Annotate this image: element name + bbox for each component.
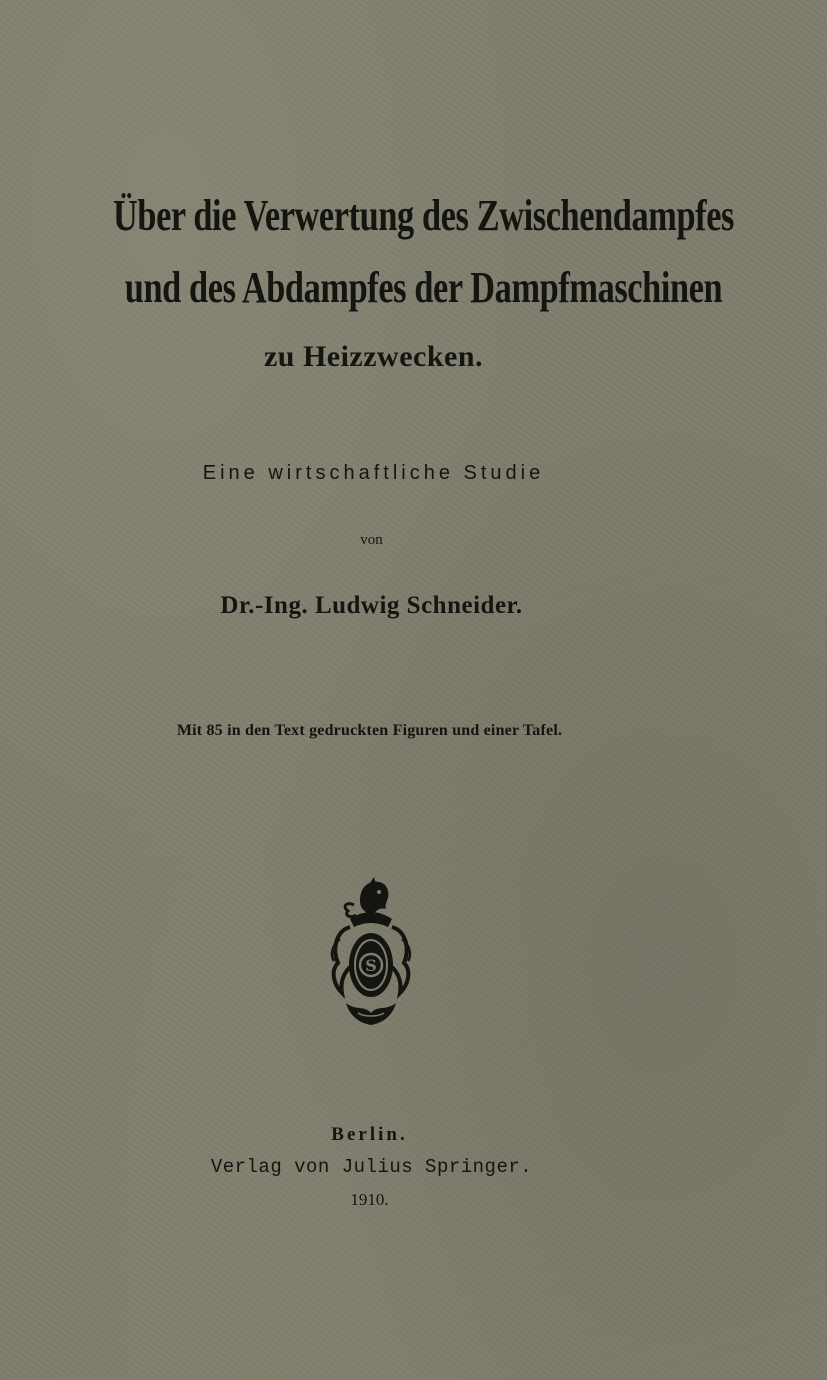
springer-knight-emblem-icon <box>326 875 416 1030</box>
author: Dr.-Ing. Ludwig Schneider. <box>220 592 523 619</box>
imprint-place: Berlin. <box>331 1124 408 1145</box>
subtitle: Eine wirtschaftliche Studie <box>202 462 545 484</box>
illustrations-note: Mit 85 in den Text gedruckten Figuren und einer Tafel. <box>176 722 563 739</box>
by-word: von <box>360 532 383 548</box>
title-line-1: Über die Verwertung des Zwischendampfes <box>112 191 735 240</box>
title-line-2: und des Abdampfes der Dampfmaschinen <box>124 263 723 312</box>
title-line-3: zu Heizzwecken. <box>263 340 484 373</box>
imprint-publisher: Verlag von Julius Springer. <box>210 1156 533 1178</box>
imprint-year: 1910. <box>350 1190 389 1209</box>
emblem-letter: S <box>365 956 377 975</box>
